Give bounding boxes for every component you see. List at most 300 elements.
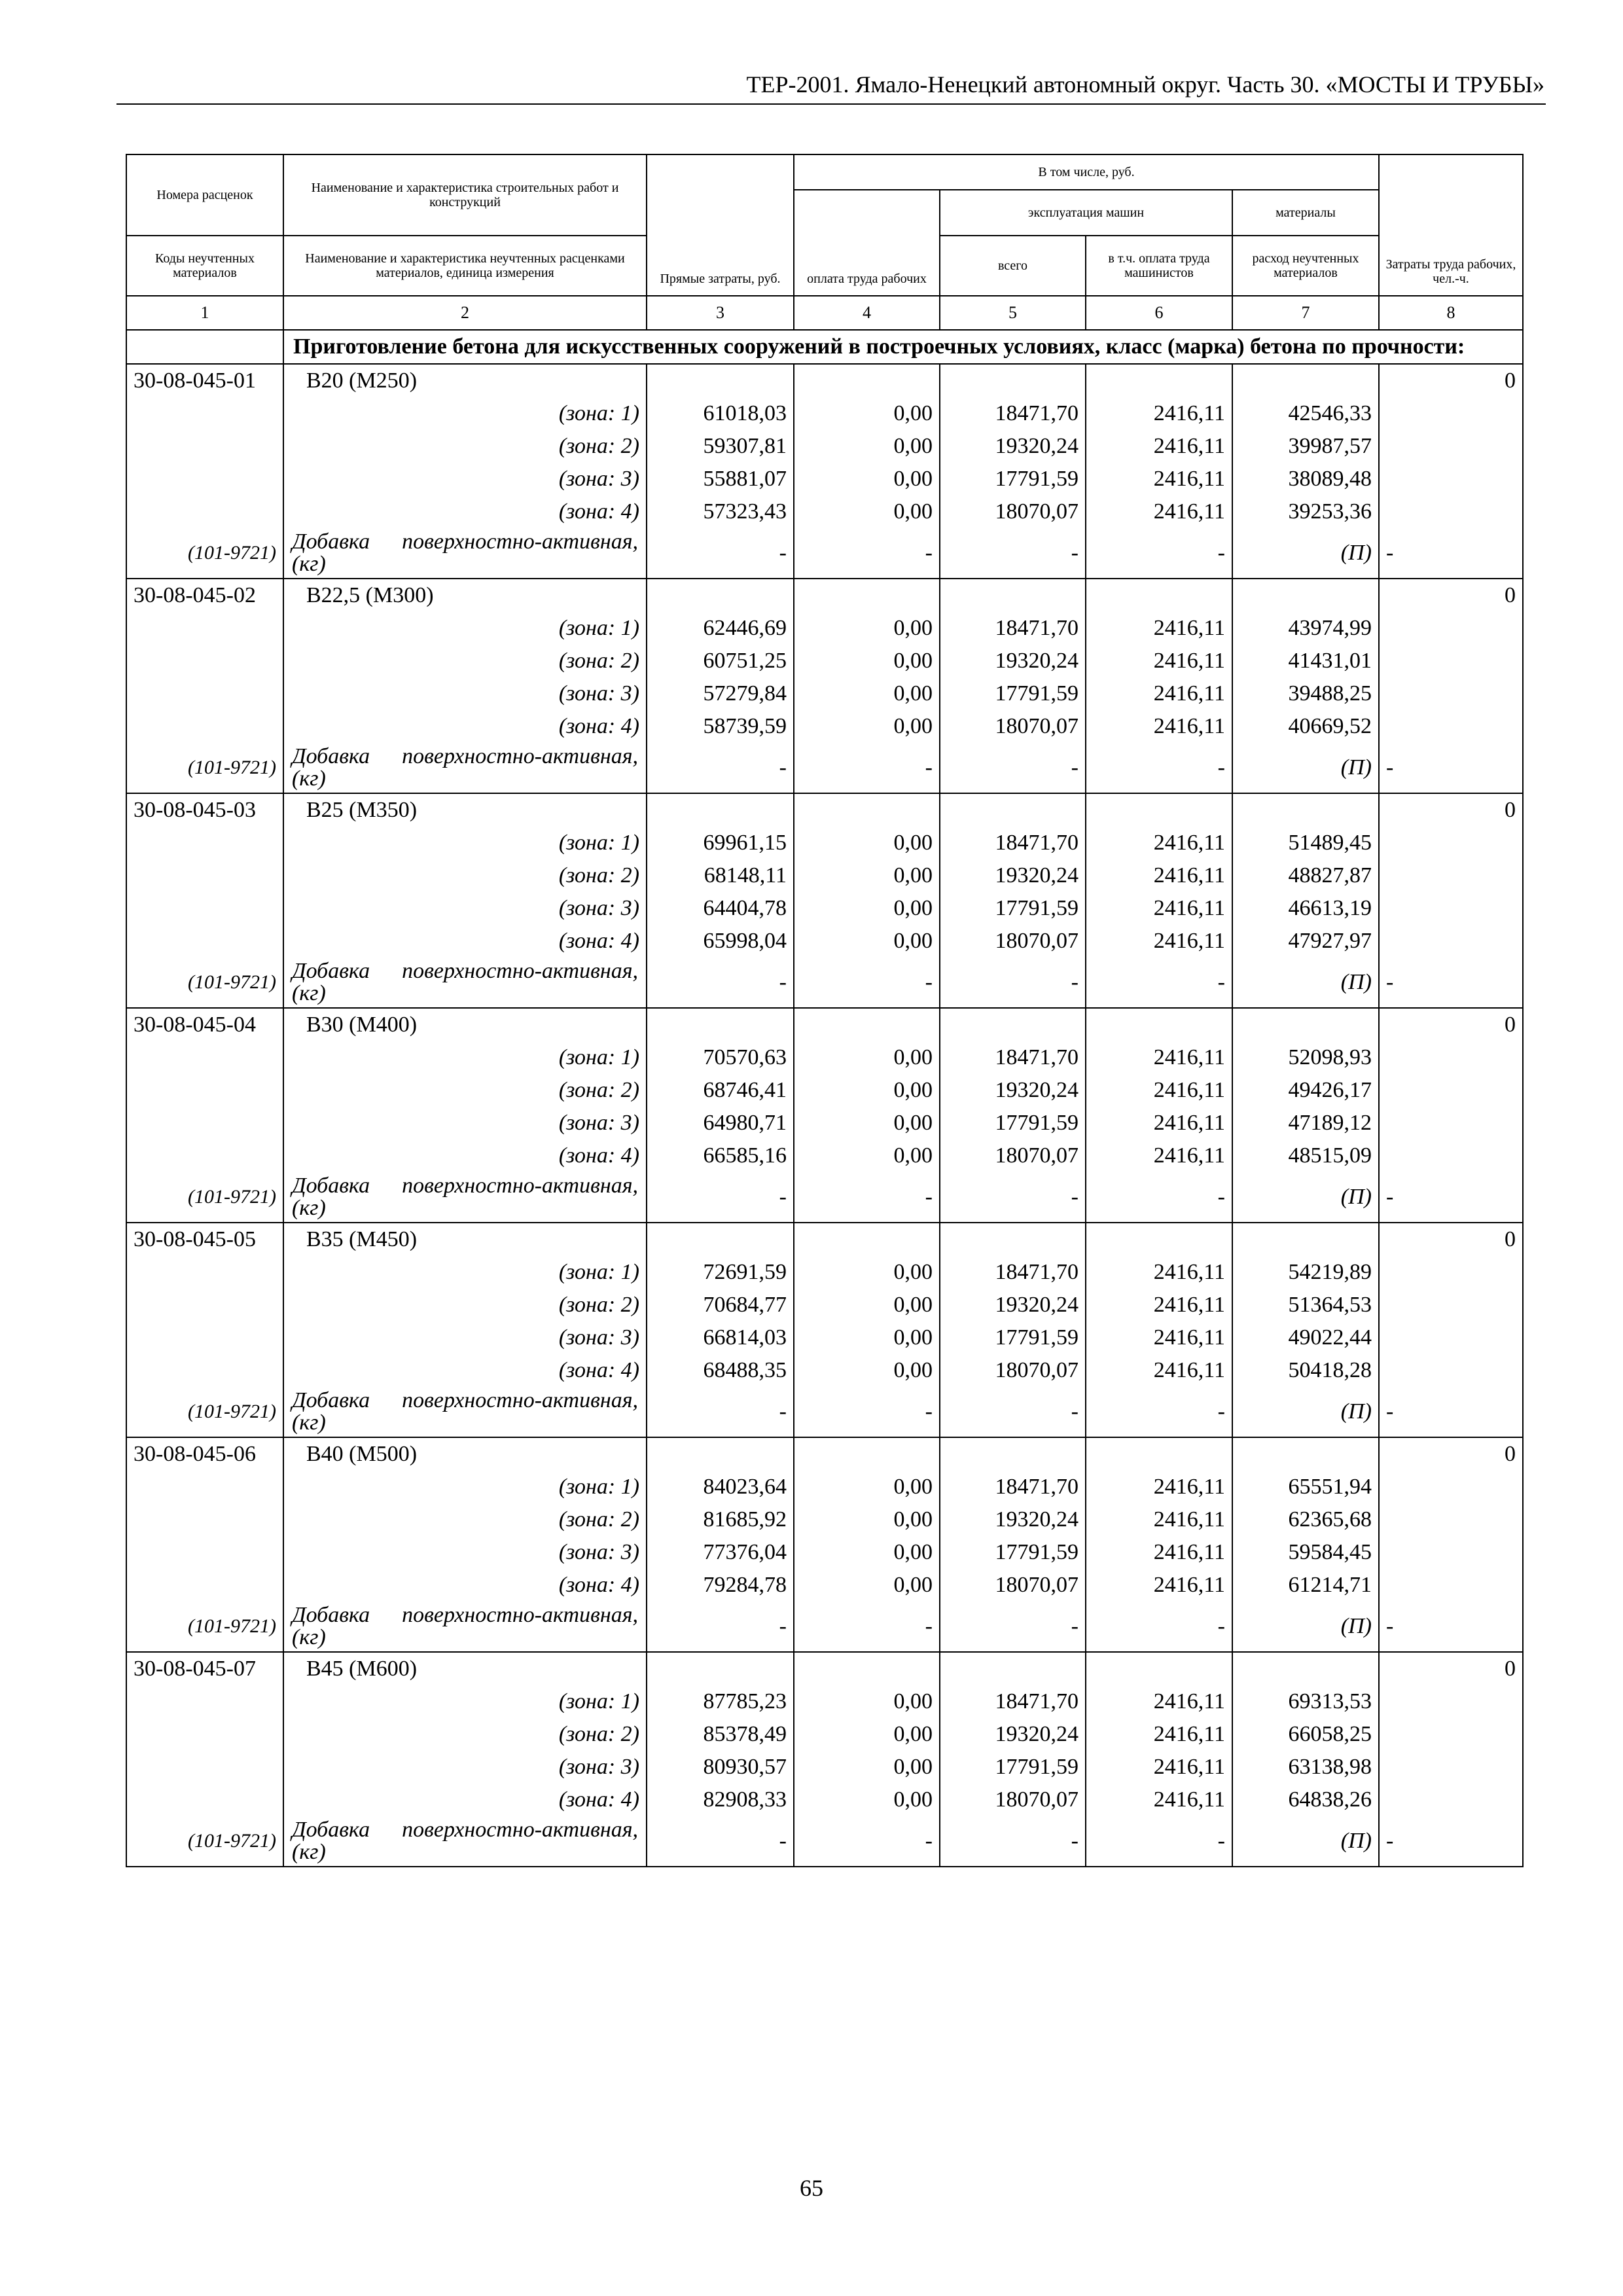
rate-code: 30-08-045-01	[126, 364, 283, 397]
zone-row	[126, 1471, 1523, 1503]
note-dash: -	[1379, 1816, 1523, 1867]
materials-value: 54219,89	[1232, 1256, 1379, 1289]
machinist-pay-value: 2416,11	[1086, 1256, 1232, 1289]
col-number: 8	[1379, 296, 1523, 330]
zone-row	[126, 1569, 1523, 1602]
zone-label: (зона: 3)	[283, 892, 647, 925]
note-row	[126, 1602, 1523, 1652]
labor-pay-value: 0,00	[794, 1751, 940, 1784]
materials-value: 69313,53	[1232, 1685, 1379, 1718]
machinist-pay-value: 2416,11	[1086, 1784, 1232, 1816]
note-name	[283, 1602, 647, 1652]
zone-row	[126, 1041, 1523, 1074]
direct-costs-value: 65998,04	[647, 925, 794, 958]
direct-costs-value: 81685,92	[647, 1503, 794, 1536]
note-name-part: Добавка	[292, 1603, 370, 1627]
note-name-part: поверхностно-активная,	[402, 959, 638, 983]
rate-code: 30-08-045-02	[126, 579, 283, 612]
machines-total-value: 17791,59	[940, 1107, 1086, 1139]
col-including: В том числе, руб.	[794, 154, 1379, 190]
direct-costs-value: 82908,33	[647, 1784, 794, 1816]
machinist-pay-value: 2416,11	[1086, 1074, 1232, 1107]
note-dash: -	[647, 1172, 794, 1223]
machinist-pay-value: 2416,11	[1086, 710, 1232, 743]
col-machinist-pay: в т.ч. оплата труда машинистов	[1086, 236, 1232, 296]
zone-label: (зона: 1)	[283, 1256, 647, 1289]
machines-total-value: 19320,24	[940, 1289, 1086, 1321]
col-machines: эксплуатация машин	[940, 190, 1232, 236]
zone-label: (зона: 4)	[283, 495, 647, 528]
col-unaccounted-name: Наименование и характеристика неучтенных расценками материалов, единица измерения	[283, 236, 647, 296]
note-row	[126, 743, 1523, 793]
machines-total-value: 18471,70	[940, 1471, 1086, 1503]
col-number: 4	[794, 296, 940, 330]
direct-costs-value: 80930,57	[647, 1751, 794, 1784]
col-number-codes: Номера расценок	[126, 154, 283, 236]
labor-pay-value: 0,00	[794, 463, 940, 495]
machinist-pay-value: 2416,11	[1086, 1503, 1232, 1536]
note-dash: -	[647, 1387, 794, 1437]
note-code: (101-9721)	[126, 1387, 283, 1437]
zone-row	[126, 892, 1523, 925]
zone-label: (зона: 3)	[283, 1536, 647, 1569]
direct-costs-value: 61018,03	[647, 397, 794, 430]
zone-label: (зона: 1)	[283, 827, 647, 859]
col-number: 3	[647, 296, 794, 330]
note-dash: -	[794, 1816, 940, 1867]
rate-labor-hours: 0	[1379, 1008, 1523, 1041]
direct-costs-value: 77376,04	[647, 1536, 794, 1569]
col-name: Наименование и характеристика строительных работ и конструкций	[283, 154, 647, 236]
materials-value: 49426,17	[1232, 1074, 1379, 1107]
materials-value: 47927,97	[1232, 925, 1379, 958]
direct-costs-value: 72691,59	[647, 1256, 794, 1289]
machines-total-value: 18471,70	[940, 1041, 1086, 1074]
note-code: (101-9721)	[126, 1602, 283, 1652]
rate-code: 30-08-045-05	[126, 1223, 283, 1256]
machinist-pay-value: 2416,11	[1086, 892, 1232, 925]
direct-costs-value: 66814,03	[647, 1321, 794, 1354]
note-dash: -	[940, 743, 1086, 793]
col-number: 1	[126, 296, 283, 330]
note-p: (П)	[1232, 528, 1379, 579]
note-unit: (кг)	[292, 552, 326, 576]
zone-row	[126, 1784, 1523, 1816]
note-code: (101-9721)	[126, 958, 283, 1008]
materials-value: 61214,71	[1232, 1569, 1379, 1602]
materials-value: 46613,19	[1232, 892, 1379, 925]
machinist-pay-value: 2416,11	[1086, 1289, 1232, 1321]
note-dash: -	[1379, 528, 1523, 579]
direct-costs-value: 57323,43	[647, 495, 794, 528]
note-row	[126, 1387, 1523, 1437]
labor-pay-value: 0,00	[794, 1041, 940, 1074]
note-dash: -	[794, 1602, 940, 1652]
machines-total-value: 19320,24	[940, 645, 1086, 677]
col-number: 7	[1232, 296, 1379, 330]
zone-row	[126, 430, 1523, 463]
direct-costs-value: 85378,49	[647, 1718, 794, 1751]
zone-row	[126, 1074, 1523, 1107]
note-unit: (кг)	[292, 1625, 326, 1649]
zone-label: (зона: 2)	[283, 1289, 647, 1321]
materials-value: 66058,25	[1232, 1718, 1379, 1751]
rate-name: В25 (М350)	[283, 793, 647, 827]
machines-total-value: 17791,59	[940, 1321, 1086, 1354]
machines-total-value: 19320,24	[940, 1503, 1086, 1536]
zone-row	[126, 859, 1523, 892]
note-dash: -	[794, 1387, 940, 1437]
table-head	[126, 154, 1523, 330]
labor-pay-value: 0,00	[794, 645, 940, 677]
note-p: (П)	[1232, 1602, 1379, 1652]
rate-name: В22,5 (М300)	[283, 579, 647, 612]
machines-total-value: 19320,24	[940, 430, 1086, 463]
zone-row	[126, 1685, 1523, 1718]
materials-value: 50418,28	[1232, 1354, 1379, 1387]
materials-value: 40669,52	[1232, 710, 1379, 743]
direct-costs-value: 59307,81	[647, 430, 794, 463]
zone-row	[126, 1354, 1523, 1387]
note-row	[126, 1172, 1523, 1223]
note-unit: (кг)	[292, 766, 326, 791]
machinist-pay-value: 2416,11	[1086, 495, 1232, 528]
page-number: 65	[800, 2175, 823, 2201]
direct-costs-value: 68148,11	[647, 859, 794, 892]
note-name-part: Добавка	[292, 1388, 370, 1412]
note-dash: -	[1086, 1816, 1232, 1867]
col-unaccounted-codes: Коды неучтенных материалов	[126, 236, 283, 296]
machinist-pay-value: 2416,11	[1086, 430, 1232, 463]
note-name-part: Добавка	[292, 744, 370, 768]
note-name	[283, 1387, 647, 1437]
note-dash: -	[940, 1387, 1086, 1437]
labor-pay-value: 0,00	[794, 1784, 940, 1816]
zone-label: (зона: 4)	[283, 925, 647, 958]
note-p: (П)	[1232, 1387, 1379, 1437]
note-name	[283, 1816, 647, 1867]
machinist-pay-value: 2416,11	[1086, 1354, 1232, 1387]
rate-row	[126, 364, 1523, 397]
zone-label: (зона: 2)	[283, 1074, 647, 1107]
materials-value: 41431,01	[1232, 645, 1379, 677]
materials-value: 49022,44	[1232, 1321, 1379, 1354]
direct-costs-value: 68746,41	[647, 1074, 794, 1107]
zone-label: (зона: 4)	[283, 710, 647, 743]
direct-costs-value: 68488,35	[647, 1354, 794, 1387]
machines-total-value: 18471,70	[940, 827, 1086, 859]
labor-pay-value: 0,00	[794, 1139, 940, 1172]
direct-costs-value: 70684,77	[647, 1289, 794, 1321]
materials-value: 39253,36	[1232, 495, 1379, 528]
zone-label: (зона: 1)	[283, 397, 647, 430]
machines-total-value: 17791,59	[940, 1751, 1086, 1784]
labor-pay-value: 0,00	[794, 1536, 940, 1569]
labor-pay-value: 0,00	[794, 1685, 940, 1718]
note-unit: (кг)	[292, 1840, 326, 1864]
zone-label: (зона: 1)	[283, 612, 647, 645]
rate-name: В45 (М600)	[283, 1652, 647, 1685]
labor-pay-value: 0,00	[794, 1569, 940, 1602]
materials-value: 62365,68	[1232, 1503, 1379, 1536]
note-p: (П)	[1232, 743, 1379, 793]
machinist-pay-value: 2416,11	[1086, 1751, 1232, 1784]
machines-total-value: 18471,70	[940, 612, 1086, 645]
note-name-part: поверхностно-активная,	[402, 1388, 638, 1412]
note-code: (101-9721)	[126, 1816, 283, 1867]
note-dash: -	[1379, 1602, 1523, 1652]
labor-pay-value: 0,00	[794, 827, 940, 859]
rate-row	[126, 1437, 1523, 1471]
machines-total-value: 18070,07	[940, 1784, 1086, 1816]
labor-pay-value: 0,00	[794, 612, 940, 645]
materials-value: 39987,57	[1232, 430, 1379, 463]
note-name	[283, 743, 647, 793]
machinist-pay-value: 2416,11	[1086, 1041, 1232, 1074]
labor-pay-value: 0,00	[794, 1256, 940, 1289]
machinist-pay-value: 2416,11	[1086, 645, 1232, 677]
rate-code: 30-08-045-04	[126, 1008, 283, 1041]
note-name-part: Добавка	[292, 529, 370, 554]
rate-name: В20 (М250)	[283, 364, 647, 397]
note-dash: -	[940, 958, 1086, 1008]
zone-row	[126, 827, 1523, 859]
machinist-pay-value: 2416,11	[1086, 859, 1232, 892]
machinist-pay-value: 2416,11	[1086, 1569, 1232, 1602]
zone-label: (зона: 3)	[283, 1321, 647, 1354]
note-name	[283, 958, 647, 1008]
machines-total-value: 19320,24	[940, 1074, 1086, 1107]
rate-name: В40 (М500)	[283, 1437, 647, 1471]
materials-value: 63138,98	[1232, 1751, 1379, 1784]
zone-row	[126, 1256, 1523, 1289]
rate-code: 30-08-045-03	[126, 793, 283, 827]
col-materials: материалы	[1232, 190, 1379, 236]
machines-total-value: 18070,07	[940, 1354, 1086, 1387]
machines-total-value: 18070,07	[940, 1569, 1086, 1602]
note-dash: -	[1086, 1387, 1232, 1437]
rate-code: 30-08-045-06	[126, 1437, 283, 1471]
labor-pay-value: 0,00	[794, 925, 940, 958]
col-labor-hours: Затраты труда рабочих, чел.-ч.	[1379, 154, 1523, 296]
col-number: 2	[283, 296, 647, 330]
note-name-part: Добавка	[292, 1818, 370, 1842]
zone-row	[126, 397, 1523, 430]
direct-costs-value: 87785,23	[647, 1685, 794, 1718]
zone-row	[126, 677, 1523, 710]
machines-total-value: 19320,24	[940, 859, 1086, 892]
note-unit: (кг)	[292, 1410, 326, 1435]
rate-name: В35 (М450)	[283, 1223, 647, 1256]
zone-row	[126, 1139, 1523, 1172]
note-dash: -	[647, 1602, 794, 1652]
zone-label: (зона: 2)	[283, 1718, 647, 1751]
note-dash: -	[647, 528, 794, 579]
rate-name: В30 (М400)	[283, 1008, 647, 1041]
rate-labor-hours: 0	[1379, 793, 1523, 827]
section-title: Приготовление бетона для искусственных сооружений в построечных условиях, класс (марка) бетона по прочности:	[283, 330, 1523, 364]
note-dash: -	[940, 1602, 1086, 1652]
zone-row	[126, 1536, 1523, 1569]
zone-row	[126, 463, 1523, 495]
note-dash: -	[794, 743, 940, 793]
zone-row	[126, 1503, 1523, 1536]
zone-label: (зона: 2)	[283, 645, 647, 677]
note-dash: -	[1379, 1387, 1523, 1437]
note-name-part: поверхностно-активная,	[402, 1603, 638, 1627]
zone-label: (зона: 4)	[283, 1354, 647, 1387]
rate-row	[126, 579, 1523, 612]
labor-pay-value: 0,00	[794, 859, 940, 892]
note-p: (П)	[1232, 1172, 1379, 1223]
machinist-pay-value: 2416,11	[1086, 1718, 1232, 1751]
materials-value: 38089,48	[1232, 463, 1379, 495]
machines-total-value: 17791,59	[940, 463, 1086, 495]
machines-total-value: 18070,07	[940, 495, 1086, 528]
machinist-pay-value: 2416,11	[1086, 1685, 1232, 1718]
rates-table	[126, 154, 1524, 1867]
materials-value: 42546,33	[1232, 397, 1379, 430]
page-header: ТЕР-2001. Ямало-Ненецкий автономный округ. Часть 30. «МОСТЫ И ТРУБЫ»	[746, 71, 1544, 98]
direct-costs-value: 66585,16	[647, 1139, 794, 1172]
labor-pay-value: 0,00	[794, 1107, 940, 1139]
machines-total-value: 18070,07	[940, 1139, 1086, 1172]
note-dash: -	[1379, 958, 1523, 1008]
note-dash: -	[647, 1816, 794, 1867]
zone-row	[126, 495, 1523, 528]
note-unit: (кг)	[292, 981, 326, 1005]
note-row	[126, 1816, 1523, 1867]
direct-costs-value: 58739,59	[647, 710, 794, 743]
materials-value: 47189,12	[1232, 1107, 1379, 1139]
labor-pay-value: 0,00	[794, 397, 940, 430]
labor-pay-value: 0,00	[794, 495, 940, 528]
labor-pay-value: 0,00	[794, 430, 940, 463]
rate-labor-hours: 0	[1379, 364, 1523, 397]
note-row	[126, 528, 1523, 579]
zone-label: (зона: 2)	[283, 1503, 647, 1536]
materials-value: 43974,99	[1232, 612, 1379, 645]
zone-row	[126, 1718, 1523, 1751]
note-name-part: поверхностно-активная,	[402, 529, 638, 554]
zone-row	[126, 1107, 1523, 1139]
note-name-part: поверхностно-активная,	[402, 1174, 638, 1198]
machines-total-value: 17791,59	[940, 892, 1086, 925]
labor-pay-value: 0,00	[794, 1321, 940, 1354]
note-row	[126, 958, 1523, 1008]
table-body	[126, 330, 1523, 1867]
note-code: (101-9721)	[126, 1172, 283, 1223]
note-p: (П)	[1232, 958, 1379, 1008]
machinist-pay-value: 2416,11	[1086, 925, 1232, 958]
machinist-pay-value: 2416,11	[1086, 1471, 1232, 1503]
note-dash: -	[1086, 1602, 1232, 1652]
zone-label: (зона: 4)	[283, 1784, 647, 1816]
rate-code: 30-08-045-07	[126, 1652, 283, 1685]
materials-value: 64838,26	[1232, 1784, 1379, 1816]
note-dash: -	[794, 958, 940, 1008]
direct-costs-value: 60751,25	[647, 645, 794, 677]
rate-labor-hours: 0	[1379, 1652, 1523, 1685]
machinist-pay-value: 2416,11	[1086, 677, 1232, 710]
note-dash: -	[1086, 528, 1232, 579]
zone-label: (зона: 4)	[283, 1569, 647, 1602]
machinist-pay-value: 2416,11	[1086, 827, 1232, 859]
note-dash: -	[940, 1172, 1086, 1223]
labor-pay-value: 0,00	[794, 677, 940, 710]
labor-pay-value: 0,00	[794, 1354, 940, 1387]
machinist-pay-value: 2416,11	[1086, 612, 1232, 645]
note-code: (101-9721)	[126, 528, 283, 579]
direct-costs-value: 62446,69	[647, 612, 794, 645]
zone-row	[126, 925, 1523, 958]
col-materials-unaccounted: расход неучтенных материалов	[1232, 236, 1379, 296]
note-dash: -	[1379, 743, 1523, 793]
labor-pay-value: 0,00	[794, 1503, 940, 1536]
machinist-pay-value: 2416,11	[1086, 1321, 1232, 1354]
zone-label: (зона: 1)	[283, 1471, 647, 1503]
note-name	[283, 528, 647, 579]
note-name-part: поверхностно-активная,	[402, 744, 638, 768]
direct-costs-value: 57279,84	[647, 677, 794, 710]
direct-costs-value: 55881,07	[647, 463, 794, 495]
labor-pay-value: 0,00	[794, 892, 940, 925]
zone-label: (зона: 3)	[283, 677, 647, 710]
machinist-pay-value: 2416,11	[1086, 397, 1232, 430]
rate-labor-hours: 0	[1379, 579, 1523, 612]
zone-label: (зона: 2)	[283, 430, 647, 463]
direct-costs-value: 70570,63	[647, 1041, 794, 1074]
zone-row	[126, 645, 1523, 677]
labor-pay-value: 0,00	[794, 1289, 940, 1321]
zone-row	[126, 1321, 1523, 1354]
machines-total-value: 18070,07	[940, 710, 1086, 743]
note-name-part: Добавка	[292, 959, 370, 983]
zone-label: (зона: 1)	[283, 1685, 647, 1718]
machinist-pay-value: 2416,11	[1086, 1107, 1232, 1139]
note-dash: -	[794, 1172, 940, 1223]
note-dash: -	[794, 528, 940, 579]
note-name-part: Добавка	[292, 1174, 370, 1198]
note-dash: -	[647, 958, 794, 1008]
col-number: 6	[1086, 296, 1232, 330]
zone-row	[126, 1289, 1523, 1321]
machines-total-value: 18471,70	[940, 397, 1086, 430]
materials-value: 39488,25	[1232, 677, 1379, 710]
col-labor-pay: оплата труда рабочих	[794, 190, 940, 296]
direct-costs-value: 79284,78	[647, 1569, 794, 1602]
labor-pay-value: 0,00	[794, 1718, 940, 1751]
note-unit: (кг)	[292, 1196, 326, 1220]
note-dash: -	[940, 1816, 1086, 1867]
labor-pay-value: 0,00	[794, 710, 940, 743]
rate-row	[126, 1223, 1523, 1256]
zone-label: (зона: 2)	[283, 859, 647, 892]
machines-total-value: 19320,24	[940, 1718, 1086, 1751]
machinist-pay-value: 2416,11	[1086, 1536, 1232, 1569]
materials-value: 51364,53	[1232, 1289, 1379, 1321]
zone-label: (зона: 1)	[283, 1041, 647, 1074]
zone-row	[126, 612, 1523, 645]
machines-total-value: 17791,59	[940, 677, 1086, 710]
note-dash: -	[647, 743, 794, 793]
machinist-pay-value: 2416,11	[1086, 1139, 1232, 1172]
note-dash: -	[1086, 743, 1232, 793]
header-rule	[116, 103, 1546, 105]
materials-value: 52098,93	[1232, 1041, 1379, 1074]
note-name-part: поверхностно-активная,	[402, 1818, 638, 1842]
zone-label: (зона: 3)	[283, 1107, 647, 1139]
